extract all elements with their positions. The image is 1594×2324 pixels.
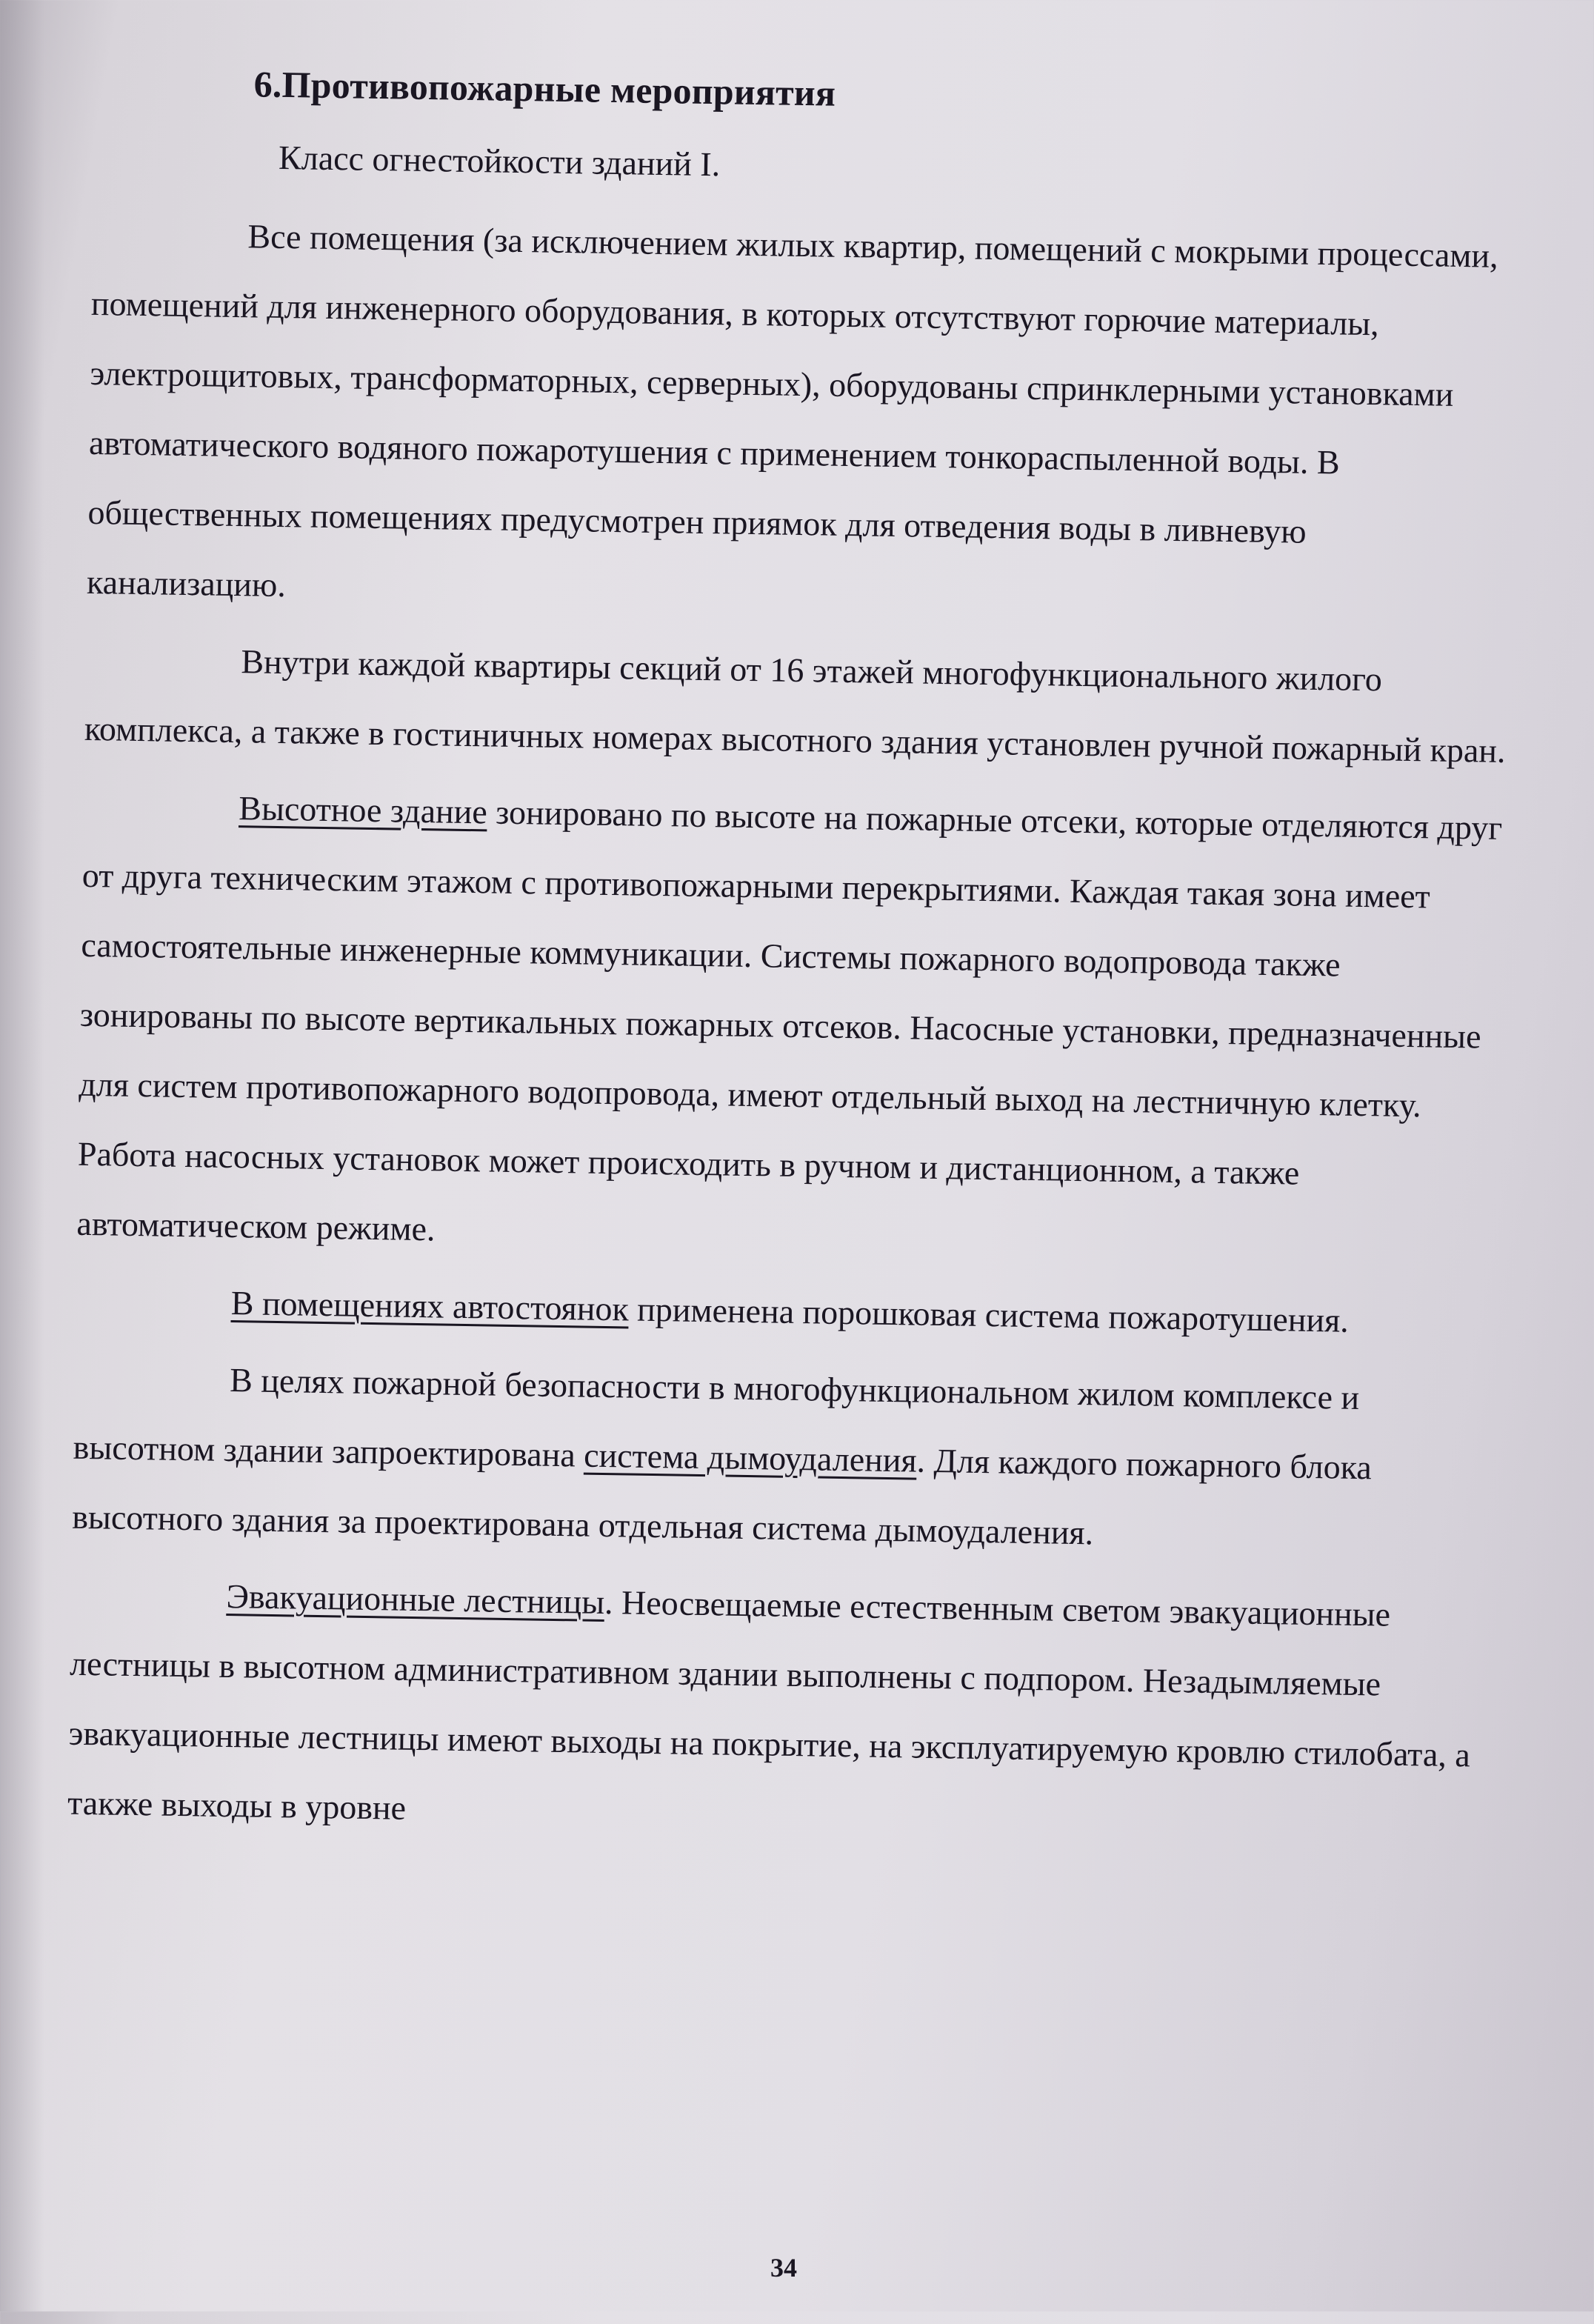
paragraph-fire-hydrant: Внутри каждой квартиры секций от 16 этажей многофункционального жилого комплекса, а также в гостиничных номерах высотного здания установлен ручной пожарный кран. bbox=[84, 642, 1506, 770]
underlined-term-evacuation-stairs: Эвакуационные лестницы bbox=[226, 1577, 605, 1622]
paragraph-text: . Неосвещаемые естественным светом эвакуационные лестницы в высотном административном здании выполнены с подпором. Незадымляемые эвакуационные лестницы имеют выходы на покрытие, на эксплуатируемую кровлю стилобата, а также выходы в уровне bbox=[67, 1583, 1471, 1827]
paragraph-text: . Для каждого пожарного блока высотного здания за проектирована отдельная система дымоудаления. bbox=[71, 1441, 1373, 1552]
underlined-term-smoke-removal: система дымоудаления bbox=[583, 1436, 918, 1479]
paragraph-high-rise-zoning bbox=[76, 771, 1507, 1281]
underlined-term-parking: В помещениях автостоянок bbox=[230, 1284, 630, 1328]
paragraph-parking-powder bbox=[75, 1266, 1499, 1358]
paragraph-text: В целях пожарной безопасности в многофункциональном жилом комплексе и высотном здании запроектирована bbox=[73, 1361, 1360, 1474]
paragraph-evacuation-stairs bbox=[67, 1559, 1495, 1860]
fire-resistance-class: Класс огнестойкости зданий I. bbox=[278, 138, 721, 184]
paragraph-sprinklers: Все помещения (за исключением жилых квартир, помещений с мокрыми процессами, помещений для инженерного оборудования, в которых отсутствуют горючие материалы, электрощитовых, трансформаторных, серверных), оборудованы спринклерными установками автоматического водяного пожаротушения с применением тонкораспыленной воды. В общественных помещениях предусмотрен приямок для отведения воды в ливневую канализацию. bbox=[86, 217, 1499, 605]
paragraph-text: применена порошковая система пожаротушения. bbox=[628, 1290, 1350, 1339]
paragraph-smoke-removal bbox=[72, 1343, 1498, 1574]
page-number: 34 bbox=[770, 2253, 797, 2283]
paragraph-text: зонировано по высоте на пожарные отсеки, которые отделяются друг от друга техническим этажом с противопожарными перекрытиями. Каждая такая зона имеет самостоятельные инженерные коммуникации. Системы пожарного водопровода также зонированы по высоте вертикальных пожарных отсеков. Насосные установки, предназначенные для систем противопожарного водопровода, имеют отдельный выход на лестничную клетку. Работа насосных установок может происходить в ручном и дистанционном, а также автоматическом режиме. bbox=[76, 793, 1503, 1248]
section-heading: 6.Противопожарные мероприятия bbox=[253, 63, 836, 114]
underlined-term-high-rise: Высотное здание bbox=[238, 789, 488, 831]
